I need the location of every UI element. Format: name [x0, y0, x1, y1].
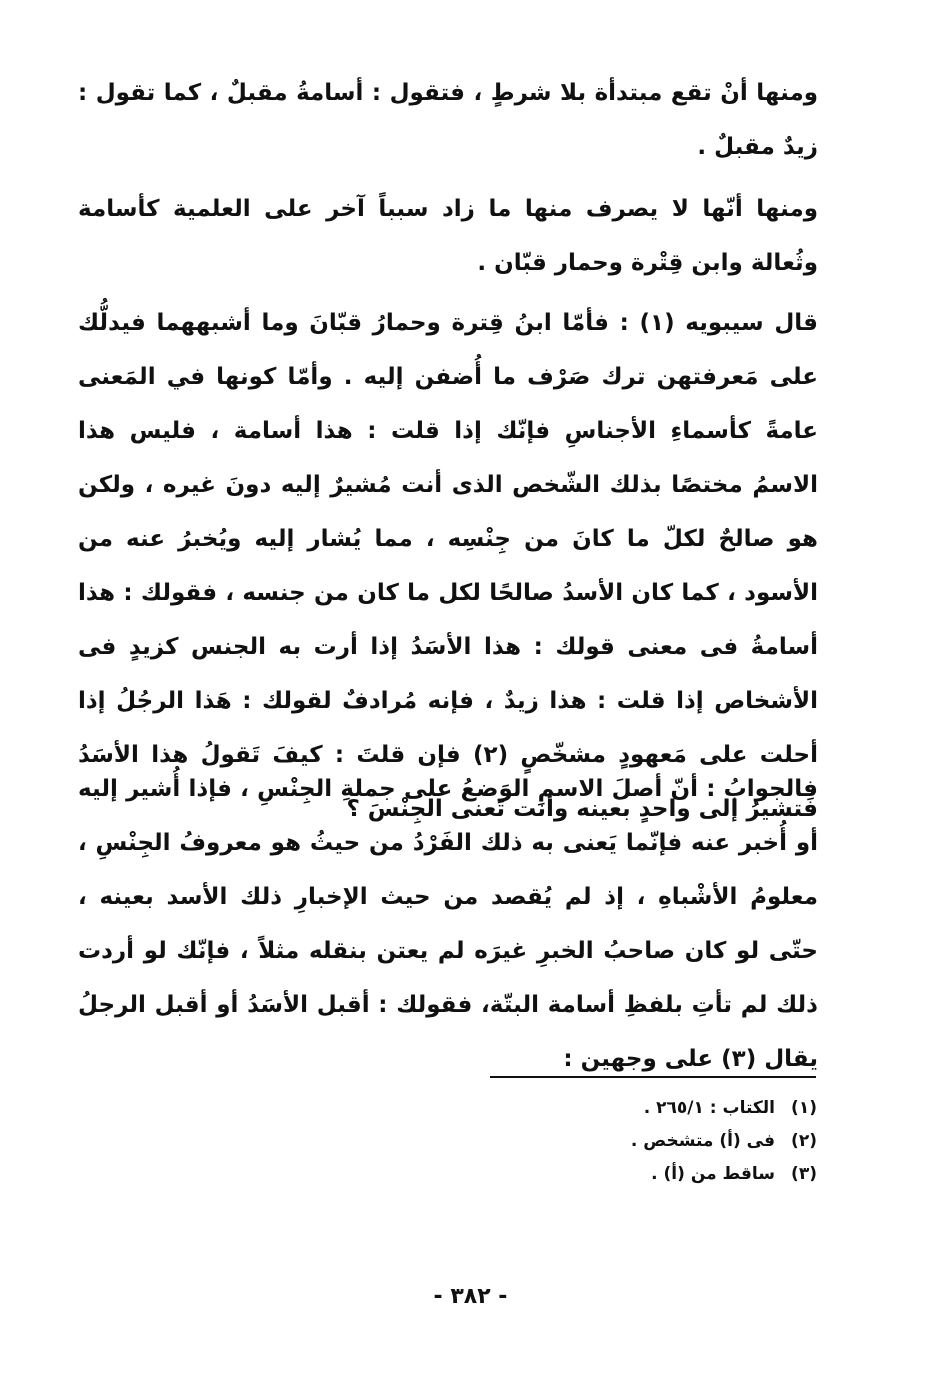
paragraph-3: قال سيبويه (١) : فأمّا ابنُ قِترة وحمارُ قبّانَ وما أشبههما فيدلُّك على مَعرفتهن ترك صَرْف ما أُضفن إليه . وأمّا كونها في المَعنى عامةً كأسماءِ الأجناسِ فإنّك إذا قلت : هذا أسامة ، فليس هذا الاسمُ مختصًا بذلك الشّخص الذى أنت مُشيرٌ إليه دونَ غيره ، ولكن هو صالحٌ لكلّ ما كانَ من جِنْسِه ، مما يُشار إليه ويُخبرُ عنه من الأسود ، كما كان الأسدُ صالحًا لكل ما كان من جنسه ، فقولك : هذا أسامةُ فى معنى قولك : هذا الأسَدُ إذا أرت به الجنس كزيدٍ فى الأشخاص إذا قلت : هذا زيدٌ ، فإنه مُرادفٌ لقولك : هَذا الرجُلُ إذا أحلت على مَعهودٍ مشخّصٍ (٢) فإن قلتَ : كيفَ تَقولُ هذا الأسَدُ فَتشيرُ إلى واحدٍ بعينه وأنت تَعنى الجِنْسَ ؟	[78, 310, 818, 822]
footnote-text: الكتاب : ٢٦٥/١ .	[643, 1098, 775, 1118]
paragraph-2: ومنها أنّها لا يصرف منها ما زاد سبباً آخر على العلمية كأسامة وثُعالة وابن قِتْرة وحمار قبّان .	[78, 196, 818, 276]
paragraph-4: فالجوابُ : أنّ أصلَ الاسمِ الوَضعُ على جملةِ الجِنْسِ ، فإذا أُشير إليه أو أُخبر عنه فإنّما يَعنى به ذلك الفَرْدُ من حيثُ هو معروفُ الجِنْسِ ، معلومُ الأشْباهِ ، إذ لم يُقصد من حيث الإخبارِ ذلك الأسد بعينه ، حتّى لو كان صاحبُ الخبرِ غيرَه لم يعتن بنقله مثلاً ، فإنّك لو أردت ذلك لم تأتِ بلفظِ أسامة البتّة، فقولك : أقبل الأسَدُ أو أقبل الرجلُ يقال (٣) على وجهين :	[78, 776, 818, 1072]
footnotes-list	[477, 1092, 817, 1191]
footnote-text: ساقط من (أ) .	[651, 1164, 775, 1184]
page-number: - ٣٨٢ -	[433, 1284, 508, 1309]
footnote-item	[477, 1092, 817, 1125]
paragraph-1: ومنها أنْ تقع مبتدأة بلا شرطٍ ، فتقول : أسامةُ مقبلٌ ، كما تقول : زيدٌ مقبلٌ .	[78, 80, 818, 160]
footnote-number: (٣)	[791, 1164, 817, 1184]
footnote-text: فى (أ) متشخص .	[630, 1131, 775, 1151]
footnote-number: (١)	[791, 1098, 817, 1118]
footnote-item	[477, 1158, 817, 1191]
footnote-number: (٢)	[791, 1131, 817, 1151]
footnote-divider	[490, 1076, 816, 1078]
footnote-item	[477, 1125, 817, 1158]
